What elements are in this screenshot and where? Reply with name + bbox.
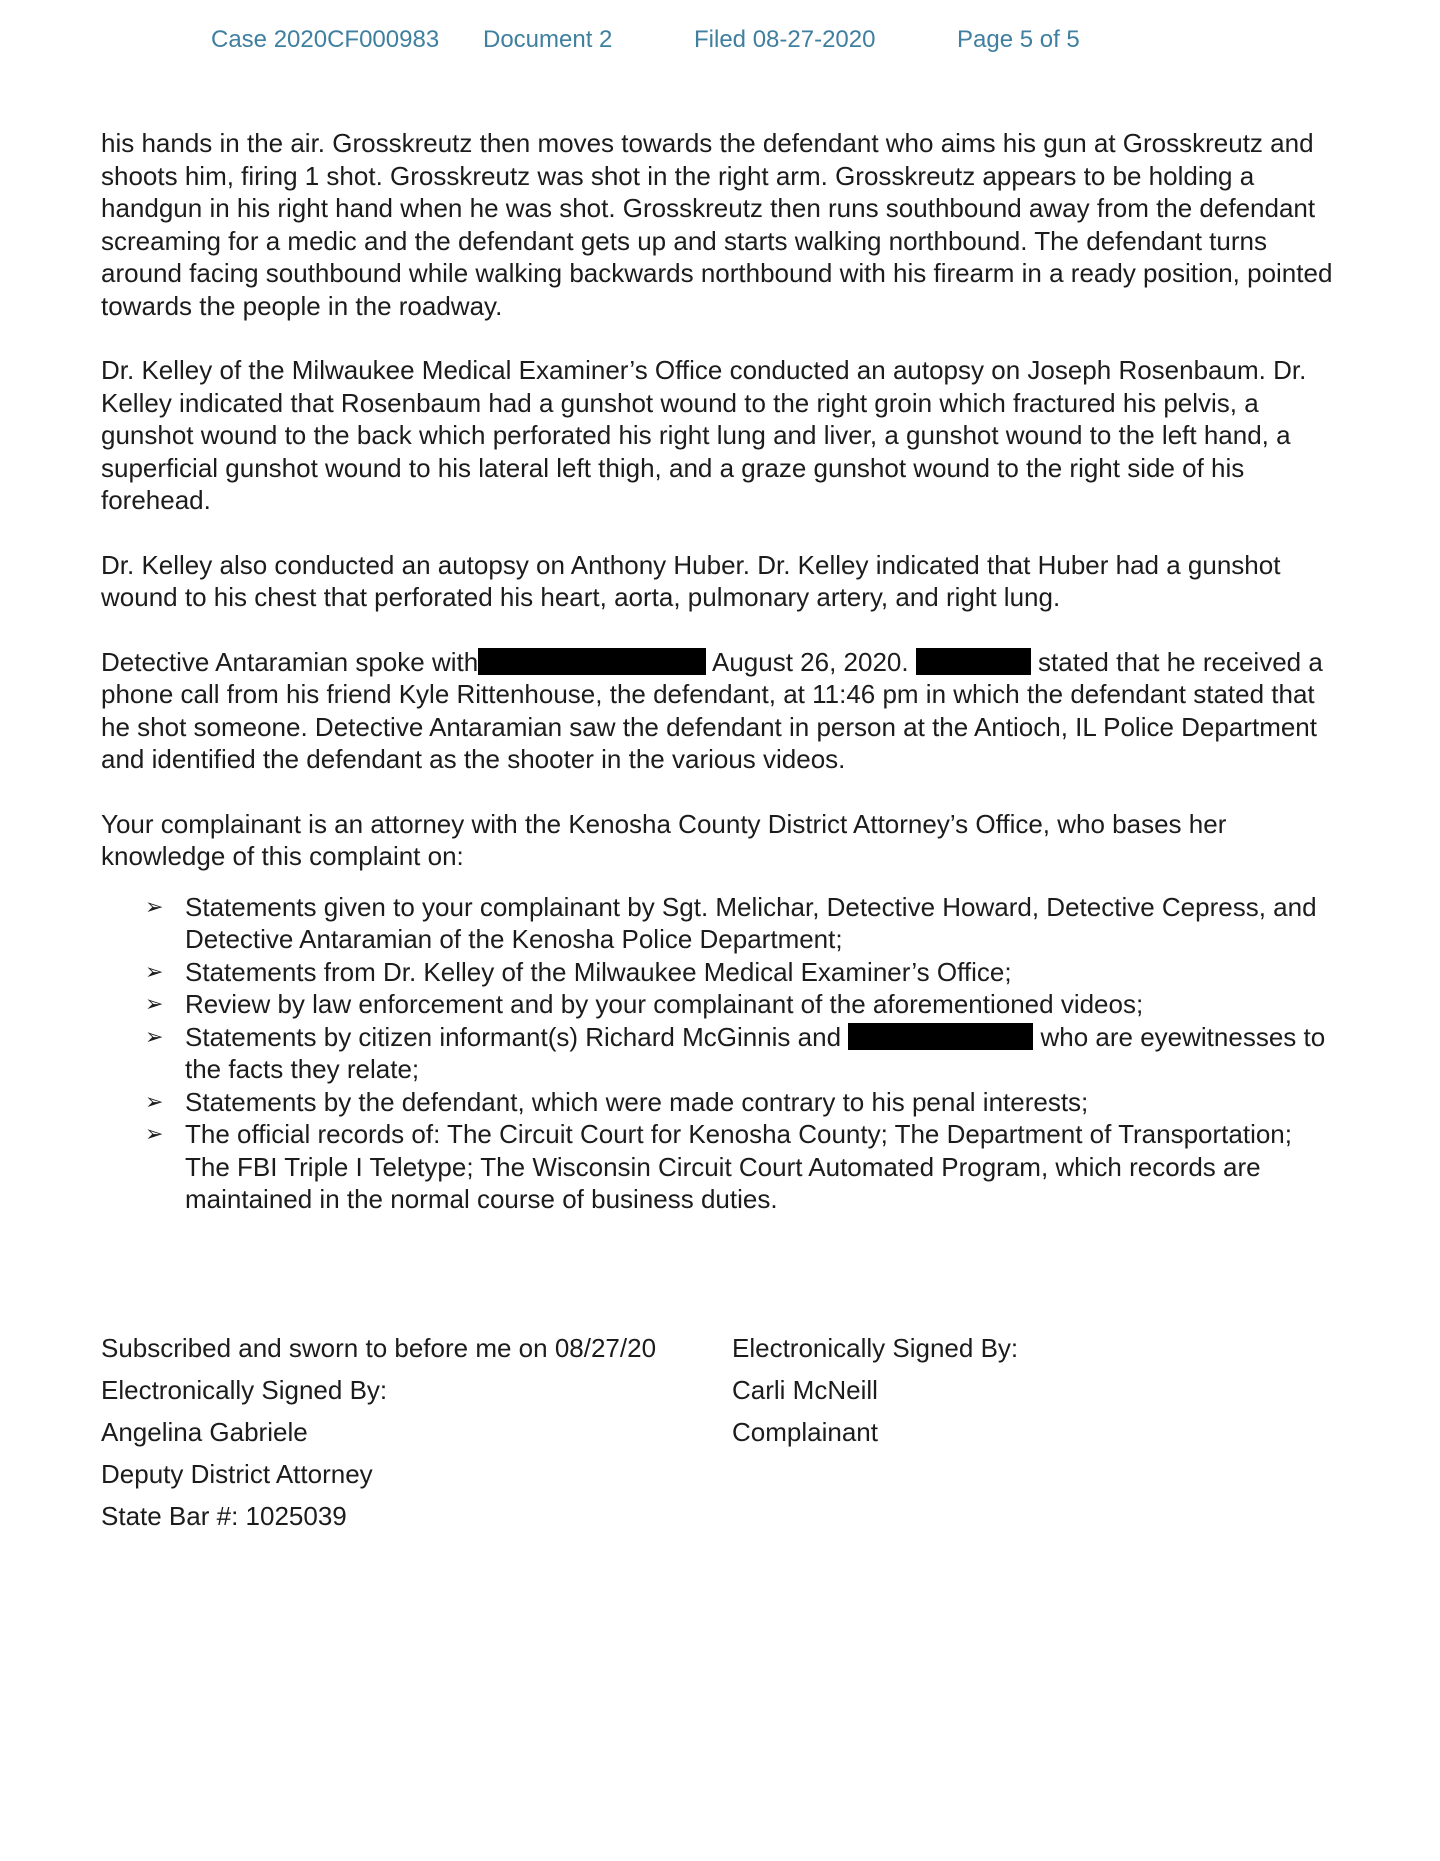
document-number: Document 2 [483, 26, 613, 53]
redaction-bar [848, 1023, 1033, 1050]
arrow-bullet-icon: ➢ [145, 1088, 164, 1114]
paragraph-huber-autopsy: Dr. Kelley also conducted an autopsy on Anthony Huber. Dr. Kelley indicated that Huber had a gunshot wound to his chest that perforated his heart, aorta, pulmonary artery, and right lung. [101, 549, 1281, 612]
list-item-text: Statements by the defendant, which were made contrary to his penal interests; [185, 1086, 1089, 1117]
paragraph-antaramian [101, 646, 1341, 776]
signer-title: Deputy District Attorney [101, 1459, 373, 1489]
arrow-bullet-icon: ➢ [145, 991, 164, 1016]
list-item [145, 956, 1341, 989]
arrow-bullet-icon: ➢ [145, 893, 164, 919]
list-item-text: Statements by citizen informant(s) Richard McGinnis and [185, 1021, 849, 1052]
paragraph-grosskreutz: his hands in the air. Grosskreutz then moves towards the defendant who aims his gun at Grosskreutz and shoots him, firing 1 shot. Grosskreutz was shot in the right arm. Grosskreutz appears to be holding a handgun in his right hand when he was shot. Grosskreutz then runs southbound away from the defendant screaming for a medic and the defendant gets up and starts walking northbound. The defendant turns around facing southbound while walking backwards northbound with his firearm in a ready position, pointed towards the people in the roadway. [101, 128, 1333, 321]
case-number: Case 2020CF000983 [211, 26, 440, 53]
list-item-text: who are eyewitnesses to the facts they relate; [185, 1021, 1326, 1084]
document-body [101, 127, 1341, 1216]
arrow-bullet-icon: ➢ [145, 1121, 164, 1146]
complainant-title: Complainant [732, 1417, 878, 1447]
complainant-signature-block [732, 1327, 1018, 1453]
signer-name: Angelina Gabriele [101, 1417, 308, 1447]
filed-date: Filed 08-27-2020 [694, 26, 876, 53]
list-item [145, 1021, 1341, 1086]
redaction-bar [916, 648, 1031, 675]
arrow-bullet-icon: ➢ [145, 958, 164, 984]
list-item-text: Statements from Dr. Kelley of the Milwaukee Medical Examiner’s Office; [185, 956, 1012, 987]
notary-signature-block [101, 1327, 656, 1537]
filing-header [0, 22, 1440, 62]
list-item-text: Statements given to your complainant by Sgt. Melichar, Detective Howard, Detective Cepress, and Detective Antaramian of the Kenosha Police Department; [185, 891, 1317, 954]
complainant-name: Carli McNeill [732, 1375, 878, 1405]
list-item-text: The official records of: The Circuit Court for Kenosha County; The Department of Transportation; The FBI Triple I Teletype; The Wisconsin Circuit Court Automated Program, which records are maintained in the normal course of business duties. [185, 1119, 1292, 1214]
sworn-statement: Subscribed and sworn to before me on 08/27/20 [101, 1333, 657, 1363]
antaramian-date-text: August 26, 2020. [706, 646, 916, 677]
page-number: Page 5 of 5 [957, 26, 1080, 53]
signed-by-label: Electronically Signed By: [732, 1333, 1019, 1363]
state-bar-number: State Bar #: 1025039 [101, 1501, 347, 1531]
arrow-bullet-icon: ➢ [145, 1023, 164, 1049]
list-item [145, 1086, 1341, 1119]
antaramian-text-start: Detective Antaramian spoke with [101, 646, 479, 677]
signed-by-label: Electronically Signed By: [101, 1375, 388, 1405]
paragraph-rosenbaum-autopsy: Dr. Kelley of the Milwaukee Medical Examiner’s Office conducted an autopsy on Joseph Rosenbaum. Dr. Kelley indicated that Rosenbaum had a gunshot wound to the right groin which fractured his pelvis, a gunshot wound to the back which perforated his right lung and liver, a gunshot wound to the left hand, a superficial gunshot wound to his lateral left thigh, and a graze gunshot wound to the right side of his forehead. [101, 355, 1307, 515]
basis-list [101, 891, 1341, 1216]
antaramian-text-end: stated that he received a phone call from his friend Kyle Rittenhouse, the defendant, at 11:46 pm in which the defendant stated that he shot someone. Detective Antaramian saw the defendant in person at the Antioch, IL Police Department and identified the defendant as the shooter in the various videos. [101, 646, 1323, 774]
list-item [145, 988, 1341, 1021]
list-item [145, 1118, 1341, 1216]
redaction-bar [478, 648, 706, 675]
paragraph-complainant-basis: Your complainant is an attorney with the Kenosha County District Attorney’s Office, who bases her knowledge of this complaint on: [101, 808, 1227, 871]
list-item [145, 891, 1341, 956]
list-item-text: Review by law enforcement and by your complainant of the aforementioned videos; [185, 989, 1144, 1019]
